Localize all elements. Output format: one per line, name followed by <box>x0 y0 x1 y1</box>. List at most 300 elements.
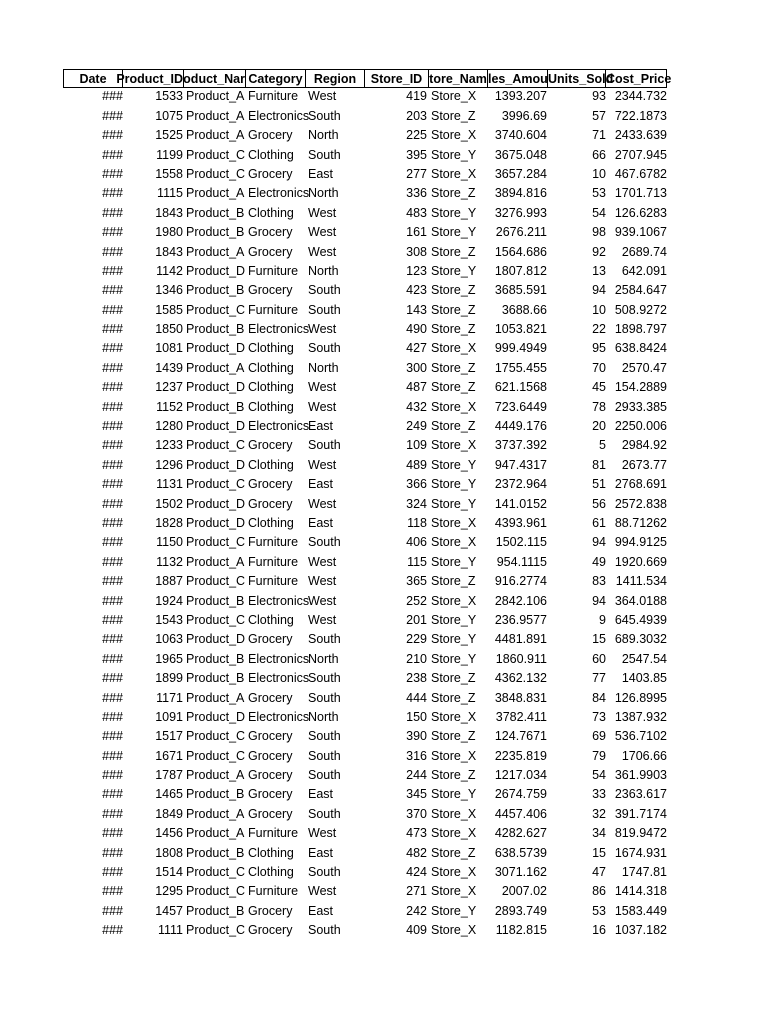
cell-store-name[interactable]: Store_X <box>431 806 477 821</box>
cell-region[interactable]: West <box>308 496 337 511</box>
cell-store-id[interactable]: 487 <box>406 380 427 395</box>
cell-product-name[interactable]: Product_D <box>186 515 246 530</box>
cell-category[interactable]: Grocery <box>248 244 293 259</box>
cell-region[interactable]: East <box>308 477 334 492</box>
cell-units-sold[interactable]: 32 <box>592 806 606 821</box>
cell-store-name[interactable]: Store_X <box>431 865 477 880</box>
cell-date[interactable]: ### <box>102 438 123 453</box>
cell-date[interactable]: ### <box>102 806 123 821</box>
cell-product-name[interactable]: Product_D <box>186 419 246 434</box>
cell-date[interactable]: ### <box>102 632 123 647</box>
cell-region[interactable]: North <box>308 263 339 278</box>
cell-store-name[interactable]: Store_X <box>431 89 477 104</box>
cell-units-sold[interactable]: 95 <box>592 341 606 356</box>
cell-sales-amount[interactable]: 236.9577 <box>494 612 547 627</box>
cell-category[interactable]: Electronics <box>248 419 310 434</box>
column-header-product-name[interactable]: oduct_Nar <box>184 69 246 88</box>
cell-category[interactable]: Furniture <box>248 554 299 569</box>
cell-product-id[interactable]: 1502 <box>155 496 183 511</box>
cell-product-id[interactable]: 1171 <box>156 690 183 705</box>
cell-store-name[interactable]: Store_X <box>431 748 477 763</box>
cell-store-id[interactable]: 225 <box>406 128 427 143</box>
cell-cost-price[interactable]: 2547.54 <box>621 651 667 666</box>
cell-category[interactable]: Grocery <box>248 438 293 453</box>
cell-category[interactable]: Grocery <box>248 690 293 705</box>
cell-sales-amount[interactable]: 3675.048 <box>494 147 547 162</box>
cell-product-name[interactable]: Product_C <box>186 884 246 899</box>
cell-category[interactable]: Clothing <box>248 205 294 220</box>
cell-product-id[interactable]: 1233 <box>155 438 183 453</box>
column-header-date[interactable]: Date <box>63 69 123 88</box>
cell-store-name[interactable]: Store_Z <box>431 186 476 201</box>
cell-store-name[interactable]: Store_Z <box>431 244 476 259</box>
cell-sales-amount[interactable]: 1217.034 <box>494 768 547 783</box>
cell-category[interactable]: Grocery <box>248 787 293 802</box>
cell-sales-amount[interactable]: 4481.891 <box>494 632 547 647</box>
cell-region[interactable]: West <box>308 244 337 259</box>
cell-product-name[interactable]: Product_C <box>186 535 246 550</box>
cell-category[interactable]: Grocery <box>248 729 293 744</box>
cell-cost-price[interactable]: 1403.85 <box>621 671 667 686</box>
cell-store-name[interactable]: Store_X <box>431 438 477 453</box>
cell-store-name[interactable]: Store_X <box>431 593 477 608</box>
cell-store-id[interactable]: 409 <box>406 923 427 938</box>
cell-cost-price[interactable]: 2344.732 <box>614 89 667 104</box>
cell-product-id[interactable]: 1828 <box>155 515 183 530</box>
column-header-store-name[interactable]: tore_Nam <box>429 69 488 88</box>
cell-region[interactable]: North <box>308 186 339 201</box>
cell-category[interactable]: Furniture <box>248 826 299 841</box>
cell-product-name[interactable]: Product_A <box>186 128 245 143</box>
cell-units-sold[interactable]: 79 <box>592 748 606 763</box>
column-header-sales-amount[interactable]: les_Amou <box>488 69 548 88</box>
cell-sales-amount[interactable]: 1860.911 <box>495 651 547 666</box>
cell-store-name[interactable]: Store_Z <box>431 574 476 589</box>
cell-store-name[interactable]: Store_Y <box>431 496 477 511</box>
cell-region[interactable]: South <box>308 806 341 821</box>
cell-store-id[interactable]: 427 <box>406 341 427 356</box>
cell-product-name[interactable]: Product_C <box>186 166 246 181</box>
cell-category[interactable]: Electronics <box>248 108 310 123</box>
cell-region[interactable]: South <box>308 748 341 763</box>
cell-product-id[interactable]: 1296 <box>155 457 183 472</box>
cell-product-name[interactable]: Product_C <box>186 748 246 763</box>
cell-category[interactable]: Clothing <box>248 457 294 472</box>
cell-units-sold[interactable]: 73 <box>592 709 606 724</box>
cell-units-sold[interactable]: 5 <box>599 438 606 453</box>
cell-product-id[interactable]: 1850 <box>155 322 183 337</box>
cell-product-name[interactable]: Product_B <box>186 225 245 240</box>
cell-units-sold[interactable]: 60 <box>592 651 606 666</box>
cell-store-name[interactable]: Store_X <box>431 884 477 899</box>
cell-sales-amount[interactable]: 3996.69 <box>501 108 547 123</box>
cell-category[interactable]: Grocery <box>248 632 293 647</box>
cell-store-name[interactable]: Store_Z <box>431 302 476 317</box>
cell-cost-price[interactable]: 2673.77 <box>621 457 667 472</box>
cell-region[interactable]: South <box>308 923 341 938</box>
cell-store-id[interactable]: 424 <box>406 865 427 880</box>
cell-cost-price[interactable]: 722.1873 <box>614 108 667 123</box>
cell-product-name[interactable]: Product_A <box>186 360 245 375</box>
cell-product-id[interactable]: 1787 <box>155 768 183 783</box>
cell-region[interactable]: West <box>308 826 337 841</box>
cell-units-sold[interactable]: 45 <box>592 380 606 395</box>
cell-product-id[interactable]: 1514 <box>155 865 183 880</box>
cell-product-name[interactable]: Product_B <box>186 283 245 298</box>
cell-sales-amount[interactable]: 3782.411 <box>495 709 547 724</box>
cell-product-id[interactable]: 1887 <box>155 574 183 589</box>
cell-store-id[interactable]: 203 <box>406 108 427 123</box>
cell-date[interactable]: ### <box>102 884 123 899</box>
cell-cost-price[interactable]: 1706.66 <box>621 748 667 763</box>
cell-cost-price[interactable]: 126.8995 <box>614 690 667 705</box>
cell-store-id[interactable]: 308 <box>406 244 427 259</box>
cell-store-id[interactable]: 161 <box>406 225 427 240</box>
cell-sales-amount[interactable]: 124.7671 <box>494 729 547 744</box>
cell-sales-amount[interactable]: 3740.604 <box>494 128 547 143</box>
cell-category[interactable]: Grocery <box>248 768 293 783</box>
cell-units-sold[interactable]: 57 <box>592 108 606 123</box>
cell-store-id[interactable]: 277 <box>406 166 427 181</box>
cell-region[interactable]: East <box>308 515 334 530</box>
cell-category[interactable]: Grocery <box>248 477 293 492</box>
cell-store-id[interactable]: 123 <box>406 263 427 278</box>
cell-category[interactable]: Grocery <box>248 903 293 918</box>
cell-units-sold[interactable]: 78 <box>592 399 606 414</box>
cell-units-sold[interactable]: 98 <box>592 225 606 240</box>
cell-date[interactable]: ### <box>102 515 123 530</box>
cell-category[interactable]: Grocery <box>248 923 293 938</box>
cell-store-name[interactable]: Store_Z <box>431 845 476 860</box>
cell-category[interactable]: Grocery <box>248 166 293 181</box>
cell-cost-price[interactable]: 638.8424 <box>614 341 667 356</box>
cell-product-name[interactable]: Product_C <box>186 477 246 492</box>
cell-sales-amount[interactable]: 2007.02 <box>501 884 547 899</box>
cell-units-sold[interactable]: 15 <box>592 632 606 647</box>
cell-sales-amount[interactable]: 2676.211 <box>495 225 547 240</box>
cell-store-id[interactable]: 115 <box>407 554 427 569</box>
cell-date[interactable]: ### <box>102 768 123 783</box>
cell-product-name[interactable]: Product_C <box>186 147 246 162</box>
cell-category[interactable]: Clothing <box>248 399 294 414</box>
cell-product-name[interactable]: Product_D <box>186 709 246 724</box>
cell-store-name[interactable]: Store_Z <box>431 768 476 783</box>
cell-store-name[interactable]: Store_Y <box>431 205 477 220</box>
cell-sales-amount[interactable]: 3848.831 <box>494 690 547 705</box>
cell-category[interactable]: Furniture <box>248 263 299 278</box>
cell-units-sold[interactable]: 83 <box>592 574 606 589</box>
cell-units-sold[interactable]: 70 <box>592 360 606 375</box>
cell-product-id[interactable]: 1543 <box>155 612 183 627</box>
cell-store-name[interactable]: Store_Z <box>431 671 476 686</box>
cell-product-id[interactable]: 1081 <box>155 341 183 356</box>
cell-store-name[interactable]: Store_Y <box>431 787 477 802</box>
cell-sales-amount[interactable]: 1807.812 <box>494 263 547 278</box>
cell-store-id[interactable]: 370 <box>406 806 427 821</box>
cell-cost-price[interactable]: 819.9472 <box>614 826 667 841</box>
cell-sales-amount[interactable]: 3657.284 <box>494 166 547 181</box>
cell-product-id[interactable]: 1525 <box>155 128 183 143</box>
cell-region[interactable]: South <box>308 438 341 453</box>
cell-product-id[interactable]: 1115 <box>157 186 183 201</box>
cell-sales-amount[interactable]: 1755.455 <box>494 360 547 375</box>
cell-region[interactable]: East <box>308 903 334 918</box>
cell-units-sold[interactable]: 54 <box>592 205 606 220</box>
cell-product-name[interactable]: Product_D <box>186 263 246 278</box>
cell-store-id[interactable]: 423 <box>406 283 427 298</box>
cell-date[interactable]: ### <box>102 128 123 143</box>
cell-units-sold[interactable]: 86 <box>592 884 606 899</box>
cell-store-id[interactable]: 345 <box>406 787 427 802</box>
cell-sales-amount[interactable]: 2372.964 <box>494 477 547 492</box>
cell-region[interactable]: South <box>308 729 341 744</box>
cell-units-sold[interactable]: 69 <box>592 729 606 744</box>
cell-product-name[interactable]: Product_A <box>186 554 245 569</box>
cell-region[interactable]: West <box>308 225 337 240</box>
cell-product-name[interactable]: Product_B <box>186 205 245 220</box>
cell-region[interactable]: West <box>308 399 337 414</box>
cell-date[interactable]: ### <box>102 419 123 434</box>
cell-units-sold[interactable]: 20 <box>592 419 606 434</box>
cell-units-sold[interactable]: 94 <box>592 593 606 608</box>
cell-date[interactable]: ### <box>102 748 123 763</box>
cell-cost-price[interactable]: 2572.838 <box>614 496 667 511</box>
cell-cost-price[interactable]: 2363.617 <box>614 787 667 802</box>
cell-store-id[interactable]: 242 <box>406 903 427 918</box>
cell-cost-price[interactable]: 1674.931 <box>614 845 667 860</box>
cell-region[interactable]: West <box>308 89 337 104</box>
cell-category[interactable]: Electronics <box>248 593 310 608</box>
cell-store-name[interactable]: Store_X <box>431 515 477 530</box>
cell-store-name[interactable]: Store_Y <box>431 651 477 666</box>
cell-category[interactable]: Clothing <box>248 865 294 880</box>
cell-region[interactable]: South <box>308 341 341 356</box>
cell-cost-price[interactable]: 2570.47 <box>621 360 667 375</box>
cell-sales-amount[interactable]: 3276.993 <box>494 205 547 220</box>
cell-store-id[interactable]: 444 <box>406 690 427 705</box>
cell-product-name[interactable]: Product_A <box>186 244 245 259</box>
cell-product-name[interactable]: Product_B <box>186 399 245 414</box>
cell-product-name[interactable]: Product_B <box>186 903 245 918</box>
cell-date[interactable]: ### <box>102 147 123 162</box>
cell-store-name[interactable]: Store_Y <box>431 263 477 278</box>
cell-product-id[interactable]: 1808 <box>155 845 183 860</box>
cell-product-id[interactable]: 1456 <box>155 826 183 841</box>
cell-date[interactable]: ### <box>102 729 123 744</box>
cell-store-id[interactable]: 366 <box>406 477 427 492</box>
cell-units-sold[interactable]: 16 <box>592 923 606 938</box>
cell-product-name[interactable]: Product_B <box>186 787 245 802</box>
cell-date[interactable]: ### <box>102 651 123 666</box>
cell-store-id[interactable]: 229 <box>406 632 427 647</box>
cell-category[interactable]: Clothing <box>248 612 294 627</box>
cell-region[interactable]: East <box>308 166 334 181</box>
cell-cost-price[interactable]: 2984.92 <box>621 438 667 453</box>
cell-store-id[interactable]: 316 <box>406 748 427 763</box>
cell-store-name[interactable]: Store_X <box>431 923 477 938</box>
cell-store-name[interactable]: Store_Z <box>431 108 476 123</box>
cell-date[interactable]: ### <box>102 496 123 511</box>
cell-date[interactable]: ### <box>102 593 123 608</box>
cell-units-sold[interactable]: 84 <box>592 690 606 705</box>
cell-product-name[interactable]: Product_D <box>186 496 246 511</box>
cell-store-id[interactable]: 432 <box>406 399 427 414</box>
cell-sales-amount[interactable]: 947.4317 <box>494 457 547 472</box>
cell-sales-amount[interactable]: 3894.816 <box>494 186 547 201</box>
cell-product-id[interactable]: 1295 <box>155 884 183 899</box>
cell-date[interactable]: ### <box>102 166 123 181</box>
cell-sales-amount[interactable]: 2893.749 <box>494 903 547 918</box>
cell-store-name[interactable]: Store_Y <box>431 554 477 569</box>
cell-units-sold[interactable]: 77 <box>592 671 606 686</box>
cell-product-name[interactable]: Product_C <box>186 438 246 453</box>
cell-product-id[interactable]: 1075 <box>155 108 183 123</box>
cell-store-id[interactable]: 482 <box>406 845 427 860</box>
cell-units-sold[interactable]: 10 <box>592 302 606 317</box>
cell-store-name[interactable]: Store_Z <box>431 419 476 434</box>
cell-units-sold[interactable]: 10 <box>592 166 606 181</box>
cell-date[interactable]: ### <box>102 903 123 918</box>
cell-product-name[interactable]: Product_D <box>186 457 246 472</box>
cell-product-name[interactable]: Product_A <box>186 89 245 104</box>
cell-product-id[interactable]: 1150 <box>156 535 183 550</box>
cell-store-name[interactable]: Store_Y <box>431 477 477 492</box>
cell-cost-price[interactable]: 2433.639 <box>614 128 667 143</box>
cell-store-name[interactable]: Store_Z <box>431 322 476 337</box>
cell-store-name[interactable]: Store_Y <box>431 225 477 240</box>
cell-store-name[interactable]: Store_Y <box>431 612 477 627</box>
cell-sales-amount[interactable]: 621.1568 <box>494 380 547 395</box>
cell-units-sold[interactable]: 92 <box>592 244 606 259</box>
cell-sales-amount[interactable]: 3685.591 <box>494 283 547 298</box>
cell-store-name[interactable]: Store_Z <box>431 690 476 705</box>
cell-store-name[interactable]: Store_Y <box>431 632 477 647</box>
cell-store-name[interactable]: Store_Z <box>431 729 476 744</box>
cell-store-id[interactable]: 271 <box>406 884 427 899</box>
column-header-category[interactable]: Category <box>246 69 306 88</box>
cell-store-id[interactable]: 109 <box>406 438 427 453</box>
cell-store-name[interactable]: Store_X <box>431 399 477 414</box>
cell-cost-price[interactable]: 642.091 <box>621 263 667 278</box>
column-header-product-id[interactable]: Product_ID <box>123 69 184 88</box>
cell-date[interactable]: ### <box>102 186 123 201</box>
cell-region[interactable]: South <box>308 302 341 317</box>
cell-product-name[interactable]: Product_A <box>186 108 245 123</box>
cell-units-sold[interactable]: 53 <box>592 186 606 201</box>
cell-store-id[interactable]: 150 <box>406 709 427 724</box>
cell-cost-price[interactable]: 361.9903 <box>614 768 667 783</box>
cell-sales-amount[interactable]: 2842.106 <box>494 593 547 608</box>
cell-product-id[interactable]: 1671 <box>155 748 183 763</box>
cell-sales-amount[interactable]: 4457.406 <box>494 806 547 821</box>
cell-store-name[interactable]: Store_Y <box>431 457 477 472</box>
cell-date[interactable]: ### <box>102 845 123 860</box>
cell-region[interactable]: West <box>308 574 337 589</box>
cell-sales-amount[interactable]: 3737.392 <box>494 438 547 453</box>
cell-region[interactable]: North <box>308 128 339 143</box>
column-header-store-id[interactable]: Store_ID <box>365 69 429 88</box>
cell-store-name[interactable]: Store_Y <box>431 147 477 162</box>
cell-product-id[interactable]: 1899 <box>155 671 183 686</box>
cell-product-name[interactable]: Product_C <box>186 865 246 880</box>
cell-product-name[interactable]: Product_A <box>186 826 245 841</box>
cell-product-id[interactable]: 1439 <box>155 360 183 375</box>
cell-cost-price[interactable]: 1414.318 <box>614 884 667 899</box>
cell-date[interactable]: ### <box>102 923 123 938</box>
cell-category[interactable]: Electronics <box>248 651 310 666</box>
cell-date[interactable]: ### <box>102 709 123 724</box>
cell-store-name[interactable]: Store_X <box>431 826 477 841</box>
cell-cost-price[interactable]: 939.1067 <box>614 225 667 240</box>
cell-product-name[interactable]: Product_A <box>186 690 245 705</box>
cell-product-id[interactable]: 1980 <box>155 225 183 240</box>
cell-store-id[interactable]: 365 <box>406 574 427 589</box>
cell-region[interactable]: East <box>308 845 334 860</box>
cell-category[interactable]: Furniture <box>248 574 299 589</box>
cell-units-sold[interactable]: 9 <box>599 612 606 627</box>
cell-units-sold[interactable]: 33 <box>592 787 606 802</box>
cell-cost-price[interactable]: 508.9272 <box>614 302 667 317</box>
cell-cost-price[interactable]: 2933.385 <box>614 399 667 414</box>
cell-store-id[interactable]: 324 <box>406 496 427 511</box>
cell-sales-amount[interactable]: 723.6449 <box>494 399 547 414</box>
cell-product-name[interactable]: Product_C <box>186 302 246 317</box>
cell-region[interactable]: North <box>308 709 339 724</box>
cell-product-name[interactable]: Product_C <box>186 923 246 938</box>
cell-category[interactable]: Electronics <box>248 709 310 724</box>
cell-store-name[interactable]: Store_X <box>431 709 477 724</box>
cell-product-id[interactable]: 1142 <box>156 263 183 278</box>
cell-store-id[interactable]: 210 <box>406 651 427 666</box>
cell-product-id[interactable]: 1465 <box>155 787 183 802</box>
cell-product-id[interactable]: 1280 <box>155 419 183 434</box>
cell-cost-price[interactable]: 1898.797 <box>614 322 667 337</box>
cell-product-id[interactable]: 1585 <box>155 302 183 317</box>
cell-store-id[interactable]: 244 <box>406 768 427 783</box>
cell-store-id[interactable]: 490 <box>406 322 427 337</box>
cell-product-name[interactable]: Product_C <box>186 612 246 627</box>
cell-date[interactable]: ### <box>102 225 123 240</box>
cell-units-sold[interactable]: 53 <box>592 903 606 918</box>
cell-category[interactable]: Electronics <box>248 671 310 686</box>
cell-category[interactable]: Electronics <box>248 186 310 201</box>
cell-product-id[interactable]: 1111 <box>157 923 183 938</box>
column-header-units-sold[interactable]: Units_Sold <box>548 69 606 88</box>
cell-sales-amount[interactable]: 2674.759 <box>494 787 547 802</box>
cell-sales-amount[interactable]: 4362.132 <box>494 671 547 686</box>
cell-sales-amount[interactable]: 638.5739 <box>494 845 547 860</box>
cell-region[interactable]: South <box>308 108 341 123</box>
cell-units-sold[interactable]: 47 <box>592 865 606 880</box>
cell-sales-amount[interactable]: 1393.207 <box>494 89 547 104</box>
cell-date[interactable]: ### <box>102 322 123 337</box>
cell-product-id[interactable]: 1346 <box>155 283 183 298</box>
cell-units-sold[interactable]: 71 <box>592 128 606 143</box>
cell-cost-price[interactable]: 1920.669 <box>614 554 667 569</box>
cell-units-sold[interactable]: 66 <box>592 147 606 162</box>
cell-region[interactable]: North <box>308 651 339 666</box>
cell-category[interactable]: Clothing <box>248 845 294 860</box>
cell-date[interactable]: ### <box>102 612 123 627</box>
cell-region[interactable]: West <box>308 884 337 899</box>
cell-cost-price[interactable]: 364.0188 <box>614 593 667 608</box>
cell-region[interactable]: East <box>308 787 334 802</box>
cell-product-id[interactable]: 1558 <box>155 166 183 181</box>
cell-product-id[interactable]: 1199 <box>156 147 183 162</box>
cell-product-id[interactable]: 1849 <box>155 806 183 821</box>
cell-cost-price[interactable]: 645.4939 <box>614 612 667 627</box>
cell-region[interactable]: East <box>308 419 334 434</box>
